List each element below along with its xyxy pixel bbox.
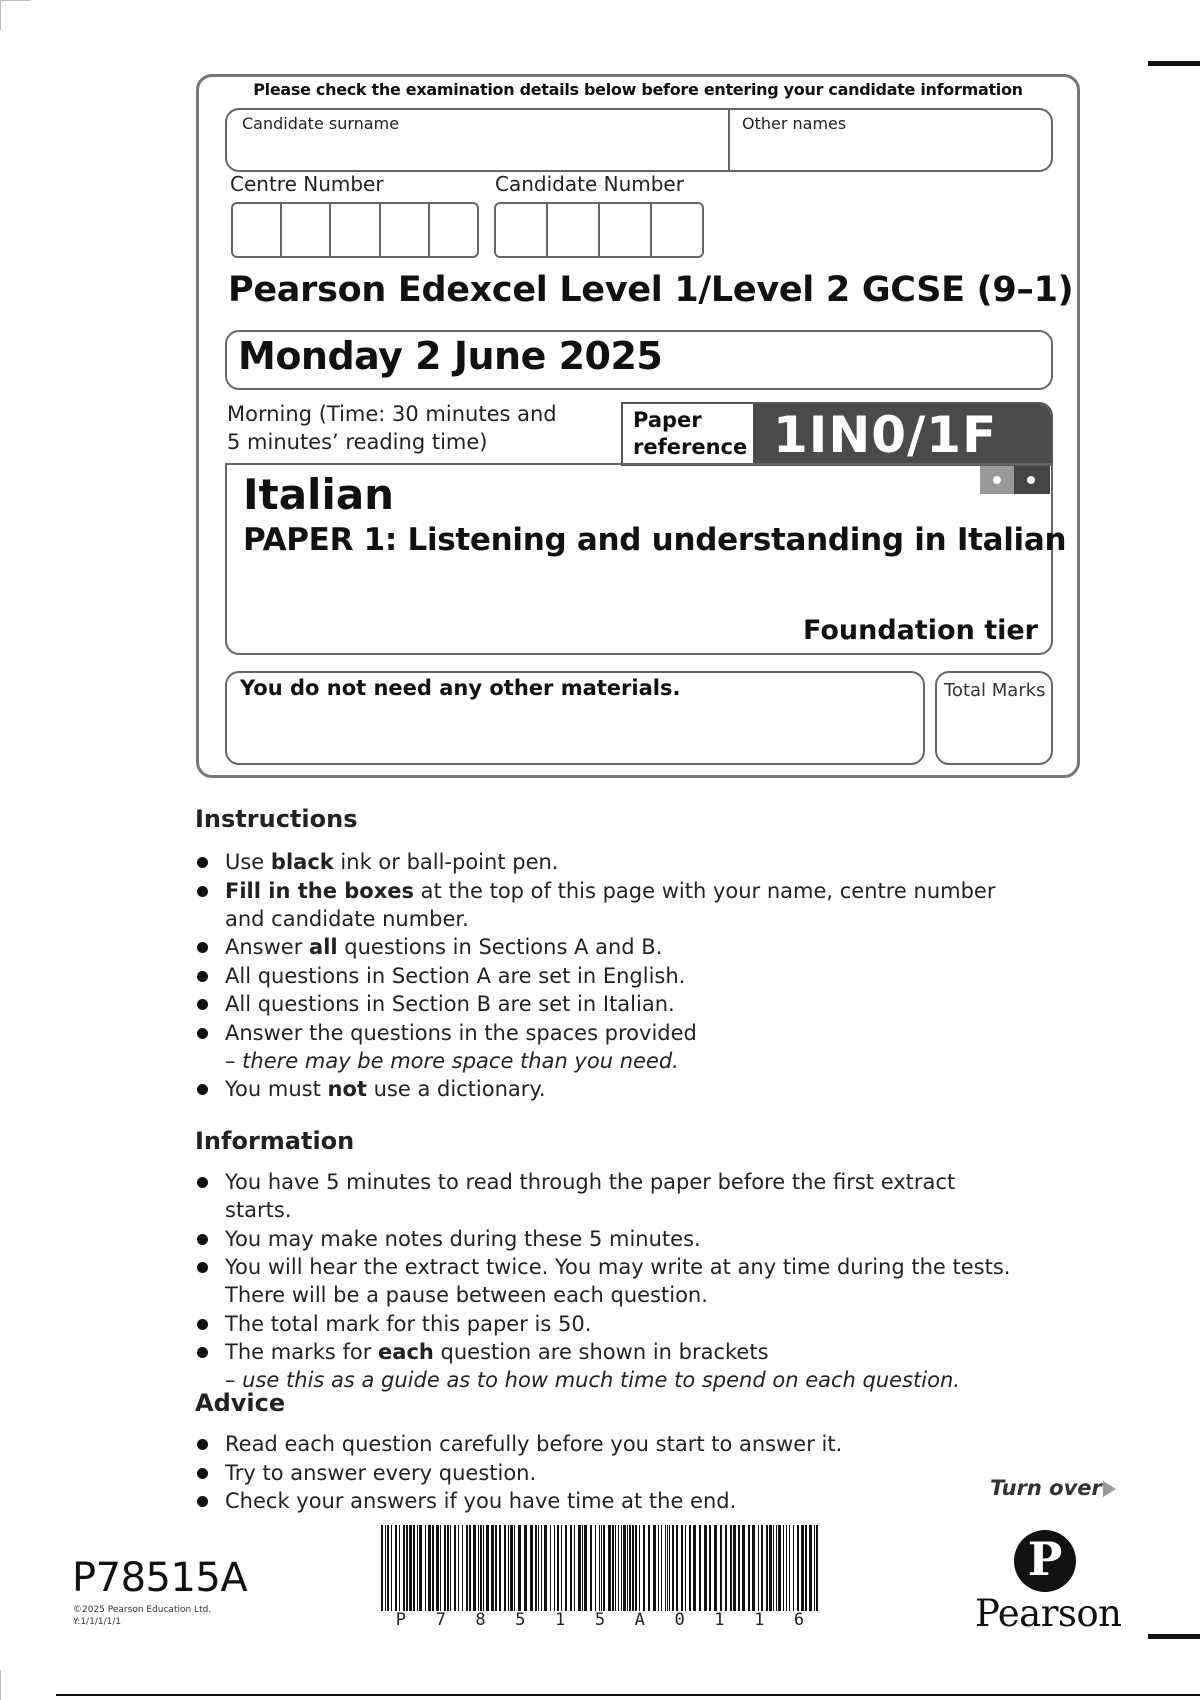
candidate-digit-box[interactable]: [496, 204, 548, 256]
centre-digit-box[interactable]: [331, 204, 380, 256]
item-bold-text: black: [270, 850, 334, 874]
barcode-bar: [639, 1525, 640, 1611]
barcode-bar: [508, 1525, 509, 1611]
barcode-bar: [601, 1525, 602, 1611]
centre-digit-box[interactable]: [233, 204, 282, 256]
barcode-bar: [565, 1525, 567, 1611]
item-text: All questions in Section A are set in English.: [225, 963, 686, 988]
barcode-bar: [417, 1525, 418, 1611]
candidate-number-label: Candidate Number: [495, 172, 684, 196]
other-names-label: Other names: [742, 114, 847, 133]
barcode-bar: [495, 1525, 497, 1611]
barcode-digit: 5: [594, 1610, 606, 1630]
advice-list: [195, 1430, 1015, 1516]
tier-label: Foundation tier: [802, 615, 1038, 646]
paper-code: P78515A: [72, 1555, 248, 1601]
barcode-bar: [748, 1525, 750, 1611]
barcode-bar: [391, 1525, 392, 1611]
paper-reference-label: [633, 407, 747, 461]
advice-item: [195, 1430, 1015, 1458]
qualification-title: Pearson Edexcel Level 1/Level 2 GCSE (9–1): [228, 270, 1074, 310]
item-text: use a dictionary.: [366, 1077, 546, 1101]
crop-mark-left-bottom: [0, 1670, 1, 1700]
item-bold-text: Fill in the boxes: [225, 878, 414, 903]
barcode-bar: [483, 1525, 484, 1611]
paper-reference-label-line-1: Paper: [633, 408, 702, 432]
registration-mark-top-right: [1148, 61, 1200, 66]
candidate-digit-box[interactable]: [548, 204, 600, 256]
barcode-bar: [797, 1525, 799, 1611]
advice-item: [195, 1487, 1015, 1515]
instructions-item: [195, 848, 1015, 876]
instructions-item: [195, 877, 1015, 933]
barcode-digit: 1: [555, 1610, 566, 1630]
name-box-divider: [728, 110, 730, 170]
barcode-bar: [518, 1525, 521, 1611]
item-bold-text: each: [378, 1340, 434, 1364]
paper-reference-box: [621, 402, 1053, 466]
barcode-bar: [486, 1525, 489, 1611]
barcode-bar: [720, 1525, 722, 1611]
information-item: [195, 1310, 1015, 1338]
barcode-bar: [661, 1525, 662, 1611]
barcode-digit: 0: [674, 1610, 685, 1630]
item-text: You will hear the extract twice. You may write at any time during the tests. There will be a pause between each question.: [225, 1255, 1011, 1307]
barcode-bar: [752, 1525, 755, 1611]
barcode-bar: [714, 1525, 717, 1611]
centre-digit-box[interactable]: [381, 204, 430, 256]
barcode-bar: [450, 1525, 451, 1611]
copyright-text: ©2025 Pearson Education Ltd.: [73, 1605, 212, 1615]
barcode-bar: [447, 1525, 449, 1611]
item-text: You have 5 minutes to read through the paper before the first extract starts.: [225, 1170, 956, 1222]
barcode-bar: [473, 1525, 476, 1611]
barcode-bar: [570, 1525, 572, 1611]
exam-date: Monday 2 June 2025: [238, 334, 663, 378]
barcode-bar: [603, 1525, 605, 1611]
barcode-digit: 6: [793, 1610, 805, 1630]
barcode-bar: [595, 1525, 596, 1611]
barcode-bar: [669, 1525, 670, 1611]
item-text: You must: [225, 1077, 328, 1101]
barcode-bar: [805, 1525, 807, 1611]
turn-over-arrow-icon: [1103, 1481, 1116, 1497]
barcode-bar: [709, 1525, 711, 1611]
registration-mark-bottom-right: [1148, 1634, 1200, 1639]
information-heading: Information: [195, 1127, 355, 1155]
tier-marker-light: [980, 466, 1014, 494]
centre-number-boxes[interactable]: [231, 202, 479, 258]
instructions-list: [195, 848, 1015, 1104]
pearson-logo-letter: P: [1027, 1532, 1063, 1586]
barcode-bar: [504, 1525, 506, 1611]
candidate-digit-box[interactable]: [600, 204, 652, 256]
barcode-bar: [704, 1525, 707, 1611]
item-text: Answer: [225, 935, 310, 959]
candidate-number-boxes[interactable]: [494, 202, 704, 258]
barcode-digit: A: [634, 1610, 645, 1630]
pearson-logo-text: Pearson: [975, 1592, 1122, 1635]
information-item: [195, 1338, 1015, 1394]
barcode-bar: [557, 1525, 559, 1611]
barcode-bar: [733, 1525, 736, 1611]
barcode-bar: [436, 1525, 439, 1611]
total-marks-label: Total Marks: [944, 680, 1046, 701]
barcode-bar: [615, 1525, 616, 1611]
item-text: The marks for: [225, 1340, 379, 1364]
instructions-item: [195, 933, 1015, 961]
barcode-bar: [801, 1525, 804, 1611]
barcode-bar: [621, 1525, 622, 1611]
crop-mark-left-top: [0, 0, 1, 30]
paper-title: PAPER 1: Listening and understanding in Italian: [243, 522, 1067, 558]
item-text: at the top of this page with your name, centre number and candidate number.: [225, 878, 996, 931]
barcode-bar: [648, 1525, 650, 1611]
barcode-bar: [403, 1525, 405, 1611]
barcode-bar: [544, 1525, 547, 1611]
barcode-bar: [582, 1525, 583, 1611]
barcode-bar: [672, 1525, 674, 1611]
barcode-bar: [385, 1525, 386, 1611]
barcode-bar: [514, 1525, 515, 1611]
barcode-bar: [538, 1525, 539, 1611]
barcode-digit: P: [395, 1610, 407, 1630]
barcode-digit: 8: [475, 1610, 486, 1630]
barcode-bar: [758, 1525, 759, 1611]
item-bold-text: all: [309, 935, 338, 959]
barcode-bar: [462, 1525, 463, 1611]
item-text: Use: [225, 850, 271, 874]
barcode-bar: [499, 1525, 501, 1611]
barcode-bar: [676, 1525, 678, 1611]
barcode-digit: 5: [515, 1610, 526, 1630]
barcode-bar: [693, 1525, 696, 1611]
exam-time-line-2: 5 minutes’ reading time): [227, 430, 488, 454]
barcode-bar: [658, 1525, 659, 1611]
barcode-bar: [578, 1525, 581, 1611]
barcode-bar: [584, 1525, 587, 1611]
barcode-bar: [524, 1525, 527, 1611]
barcode-bar: [793, 1525, 794, 1611]
subject-title: Italian: [243, 470, 395, 519]
barcode-bar: [618, 1525, 619, 1611]
item-italic-note: – use this as a guide as to how much time to spend on each question.: [225, 1368, 960, 1392]
centre-digit-box[interactable]: [282, 204, 331, 256]
instructions-item: [195, 1019, 1015, 1075]
barcode-bar: [599, 1525, 600, 1611]
instructions-item: [195, 990, 1015, 1018]
barcode-bar: [789, 1525, 790, 1611]
barcode-bar: [541, 1525, 542, 1611]
item-text: You may make notes during these 5 minutes.: [225, 1226, 701, 1251]
barcode-bar: [466, 1525, 468, 1611]
candidate-digit-box[interactable]: [652, 204, 702, 256]
candidate-surname-label: Candidate surname: [242, 114, 400, 133]
barcode-bar: [776, 1525, 777, 1611]
item-text: ink or ball-point pen.: [333, 850, 559, 874]
barcode-bar: [653, 1525, 656, 1611]
bottom-rule: [56, 1694, 1200, 1696]
barcode-bar: [665, 1525, 666, 1611]
barcode-bar: [689, 1525, 691, 1611]
item-text: The total mark for this paper is 50.: [225, 1311, 592, 1336]
copyright-block: [73, 1604, 211, 1628]
barcode-bar: [667, 1525, 668, 1611]
barcode-bar: [725, 1525, 727, 1611]
paper-reference-code: 1IN0/1F: [773, 406, 998, 464]
barcode-bar: [643, 1525, 645, 1611]
centre-digit-box[interactable]: [430, 204, 477, 256]
information-item: [195, 1168, 1015, 1224]
turn-over-text: Turn over: [990, 1476, 1102, 1500]
item-text: questions in Sections A and B.: [337, 935, 663, 959]
materials-text: You do not need any other materials.: [240, 676, 681, 700]
barcode-bar: [623, 1525, 626, 1611]
barcode-bar: [574, 1525, 575, 1611]
barcode-bar: [550, 1525, 551, 1611]
barcode-bar: [535, 1525, 537, 1611]
tier-marker-dark: [1014, 466, 1050, 494]
barcode-bar: [432, 1525, 434, 1611]
item-text: question are shown in brackets: [433, 1340, 769, 1364]
barcode-bar: [395, 1525, 397, 1611]
barcode-bar: [590, 1525, 592, 1611]
barcode-digit: 1: [754, 1610, 765, 1630]
barcode-bar: [769, 1525, 772, 1611]
paper-reference-label-line-2: reference: [633, 435, 748, 459]
barcode-bar: [778, 1525, 781, 1611]
barcode-bar: [627, 1525, 628, 1611]
exam-time: [227, 400, 557, 456]
barcode-bar: [399, 1525, 400, 1611]
barcode-bar: [406, 1525, 408, 1611]
item-text: Try to answer every question.: [225, 1460, 537, 1485]
instructions-item: [195, 962, 1015, 990]
information-item: [195, 1225, 1015, 1253]
centre-number-label: Centre Number: [230, 172, 384, 196]
barcode-bar: [685, 1525, 686, 1611]
barcode-bar: [381, 1525, 383, 1611]
barcode-bar: [773, 1525, 774, 1611]
barcode-bar: [425, 1525, 426, 1611]
barcode-bar: [730, 1525, 732, 1611]
check-details-text: Please check the examination details below before entering your candidate information: [253, 80, 1023, 99]
barcode-bar: [419, 1525, 422, 1611]
barcode-bar: [458, 1525, 459, 1611]
barcode-digit: 1: [714, 1610, 725, 1630]
version-text: Y:1/1/1/1/1: [73, 1617, 122, 1627]
barcode-bar: [608, 1525, 611, 1611]
barcode-bar: [786, 1525, 787, 1611]
barcode-bar: [816, 1525, 818, 1611]
item-text: Read each question carefully before you start to answer it.: [225, 1432, 843, 1456]
barcode-bar: [409, 1525, 412, 1611]
exam-time-line-1: Morning (Time: 30 minutes and: [227, 402, 557, 426]
barcode-bar: [681, 1525, 683, 1611]
barcode-bar: [738, 1525, 740, 1611]
barcode-digits: [381, 1610, 819, 1630]
information-item: [195, 1253, 1015, 1309]
barcode-bar: [612, 1525, 614, 1611]
item-italic-note: – there may be more space than you need.: [225, 1048, 679, 1073]
barcode-bar: [387, 1525, 389, 1611]
barcode-bar: [699, 1525, 701, 1611]
barcode-bar: [469, 1525, 471, 1611]
barcode-bar: [530, 1525, 533, 1611]
item-text: Check your answers if you have time at the end.: [225, 1489, 737, 1513]
barcode-digit: 7: [435, 1610, 446, 1630]
crop-mark-top-left: [0, 0, 30, 1]
barcode-bar: [491, 1525, 494, 1611]
instructions-heading: Instructions: [195, 805, 358, 833]
barcode-bar: [454, 1525, 456, 1611]
item-bold-text: not: [327, 1077, 367, 1101]
barcode-bar: [809, 1525, 812, 1611]
instructions-item: [195, 1075, 1015, 1103]
barcode-bar: [480, 1525, 482, 1611]
barcode-bar: [766, 1525, 768, 1611]
item-text: All questions in Section B are set in Italian.: [225, 992, 675, 1016]
barcode-bar: [440, 1525, 441, 1611]
barcode-icon: [381, 1525, 819, 1611]
information-list: [195, 1168, 1015, 1395]
barcode-bar: [814, 1525, 815, 1611]
barcode-bar: [742, 1525, 745, 1611]
advice-item: [195, 1459, 1015, 1487]
barcode-bar: [444, 1525, 446, 1611]
barcode-bar: [783, 1525, 784, 1611]
advice-heading: Advice: [195, 1389, 286, 1417]
barcode-bar: [428, 1525, 431, 1611]
barcode-bar: [632, 1525, 634, 1611]
barcode-bar: [413, 1525, 415, 1611]
barcode-bar: [629, 1525, 631, 1611]
barcode-bar: [761, 1525, 763, 1611]
barcode-bar: [554, 1525, 555, 1611]
barcode-bar: [561, 1525, 562, 1611]
item-text: Answer the questions in the spaces provided: [225, 1020, 697, 1045]
barcode-bar: [510, 1525, 513, 1611]
barcode-bar: [635, 1525, 637, 1611]
pearson-logo-icon: [1014, 1530, 1076, 1592]
barcode-bar: [478, 1525, 479, 1611]
